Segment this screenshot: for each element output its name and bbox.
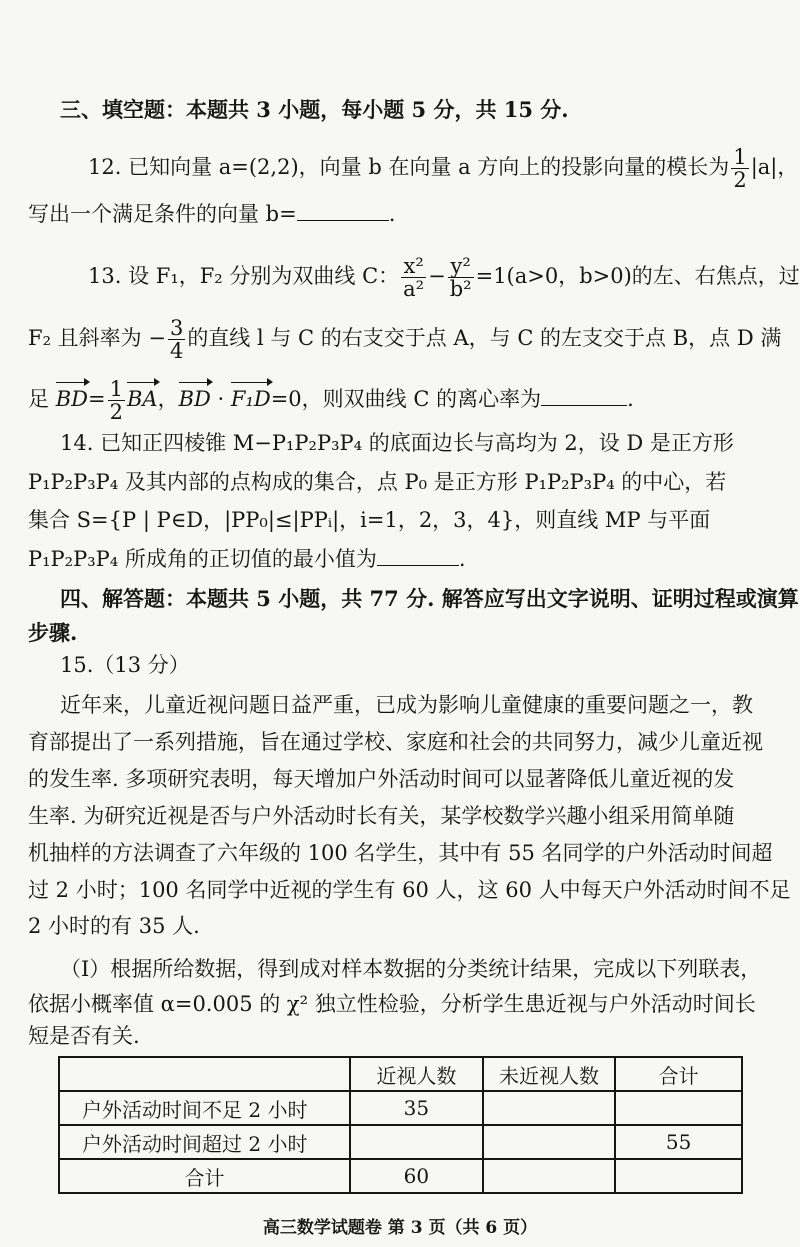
table-cell <box>350 1125 483 1159</box>
answer-blank-12 <box>297 198 389 221</box>
question-14-line-2: P₁P₂P₃P₄ 及其内部的点构成的集合，点 P₀ 是正方形 P₁P₂P₃P₄ 的中心，若 <box>28 470 727 494</box>
vector-bd: BD <box>56 384 88 414</box>
contingency-table <box>58 1056 743 1194</box>
fraction-y2-b2: $\frac{\text{y²}}{\text{b²}}$ <box>449 254 472 301</box>
question-15-para-line-5: 机抽样的方法调查了六年级的 100 名学生，其中有 55 名同学的户外活动时间超 <box>28 841 773 865</box>
vector-bd-2: BD <box>179 384 211 414</box>
fraction-one-half-b: $\frac{1}{2}$ <box>109 377 123 424</box>
question-15-para-line-7: 2 小时的有 35 人. <box>28 914 200 938</box>
vector-ba: BA <box>127 384 158 414</box>
table-row <box>59 1159 742 1193</box>
question-14-line-1: 14. 已知正四棱锥 M−P₁P₂P₃P₄ 的底面边长与高均为 2，设 D 是正方形 <box>60 431 734 455</box>
question-12-line-1: 12. 已知向量 a=(2,2)，向量 b 在向量 a 方向上的投影向量的模长为 $\frac{1}{2}$ |a|， <box>88 145 799 192</box>
section-4-heading-line-2: 步骤. <box>28 620 78 645</box>
table-header-cell: 合计 <box>615 1057 742 1091</box>
table-row-label: 户外活动时间超过 2 小时 <box>59 1125 350 1159</box>
question-15-para-line-2: 育部提出了一系列措施，旨在通过学校、家庭和社会的共同努力，减少儿童近视 <box>28 730 763 754</box>
question-15-heading: 15.（13 分） <box>60 653 190 677</box>
table-row-label: 户外活动时间不足 2 小时 <box>59 1091 350 1125</box>
table-header-cell <box>59 1057 350 1091</box>
fraction-three-quarters: $\frac{3}{4}$ <box>169 316 184 363</box>
table-header-cell: 近视人数 <box>350 1057 483 1091</box>
table-header-cell: 未近视人数 <box>483 1057 616 1091</box>
question-15-part-1-line-3: 短是否有关. <box>28 1024 140 1048</box>
table-cell <box>615 1159 742 1193</box>
table-cell: 35 <box>350 1091 483 1125</box>
table-cell: 55 <box>615 1125 742 1159</box>
question-14-line-3: 集合 S={P | P∈D，|PP₀|≤|PPᵢ|，i=1，2，3，4}，则直线 MP 与平面 <box>28 508 711 532</box>
table-row-label: 合计 <box>59 1159 350 1193</box>
table-row <box>59 1125 742 1159</box>
table-row <box>59 1091 742 1125</box>
question-15-part-1-line-2: 依据小概率值 α=0.005 的 χ² 独立性检验，分析学生患近视与户外活动时间长 <box>28 992 756 1016</box>
table-cell <box>483 1091 616 1125</box>
table-cell <box>483 1159 616 1193</box>
answer-blank-13 <box>541 383 627 406</box>
question-12-line-2: 写出一个满足条件的向量 b= . <box>28 198 800 229</box>
table-cell <box>483 1125 616 1159</box>
question-15-part-1-line-1: （Ⅰ）根据所给数据，得到成对样本数据的分类统计结果，完成以下列联表， <box>60 957 762 981</box>
table-cell: 60 <box>350 1159 483 1193</box>
question-15-para-line-1: 近年来，儿童近视问题日益严重，已成为影响儿童健康的重要问题之一，教 <box>60 693 753 717</box>
question-15-para-line-4: 生率. 为研究近视是否与户外活动时长有关，某学校数学兴趣小组采用简单随 <box>28 804 735 828</box>
question-14-line-4: P₁P₂P₃P₄ 所成角的正切值的最小值为 . <box>28 543 800 574</box>
fraction-x2-a2: $\frac{\text{x²}}{\text{a²}}$ <box>403 254 425 301</box>
vector-f1d: F₁D <box>231 384 271 414</box>
question-15-para-line-3: 的发生率. 多项研究表明，每天增加户外活动时间可以显著降低儿童近视的发 <box>28 767 735 791</box>
question-15-para-line-6: 过 2 小时；100 名同学中近视的学生有 60 人，这 60 人中每天户外活动时间不足 <box>28 878 791 902</box>
section-3-heading: 三、填空题：本题共 3 小题，每小题 5 分，共 15 分. <box>60 97 569 122</box>
page-footer: 高三数学试题卷 第 3 页（共 6 页） <box>262 1218 538 1238</box>
answer-blank-14 <box>377 543 459 566</box>
section-4-heading-line-1: 四、解答题：本题共 5 小题，共 77 分. 解答应写出文字说明、证明过程或演算 <box>60 586 799 611</box>
question-13-line-1: 13. 设 F₁，F₂ 分别为双曲线 C： $\frac{\text{x²}}{\text{a²}}$ − $\frac{\text{y²}}{\text{b²}}$ =1(a>0，b>0)的左、右焦点，过 <box>88 254 800 301</box>
question-13-line-3: 足 BD= $\frac{1}{2}$ BA，BD · F₁D=0，则双曲线 C 的离心率为 . <box>28 377 634 424</box>
fraction-one-half: $\frac{1}{2}$ <box>733 145 747 192</box>
table-header-row <box>59 1057 742 1091</box>
question-13-line-2: F₂ 且斜率为 − $\frac{3}{4}$ 的直线 l 与 C 的右支交于点 A，与 C 的左支交于点 B，点 D 满 <box>28 316 782 363</box>
table-cell <box>615 1091 742 1125</box>
